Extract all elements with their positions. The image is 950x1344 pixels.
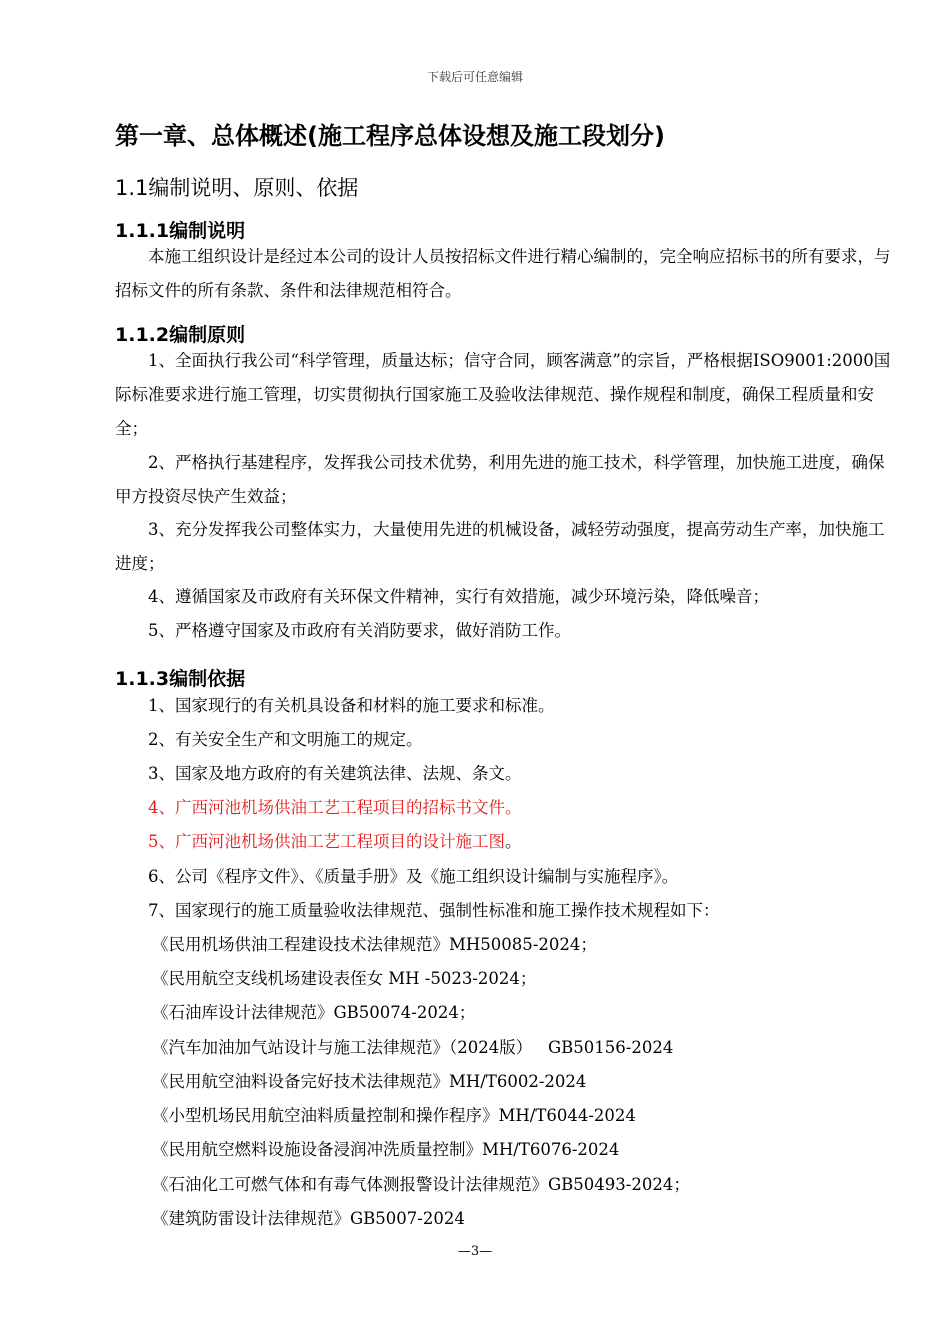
standard-item: 《建筑防雷设计法律规范》GB5007-2024 [152, 1209, 465, 1228]
standard-item: 《民用航空支线机场建设表侄女 MH -5023-2024； [152, 969, 537, 988]
chapter-title: 第一章、总体概述(施工程序总体设想及施工段划分) [115, 122, 665, 150]
principle-item-5: 5、严格遵守国家及市政府有关消防要求，做好消防工作。 [148, 621, 571, 640]
standard-item: 《汽车加油加气站设计与施工法律规范》（2024版） GB50156-2024 [152, 1038, 674, 1057]
standard-item: 《小型机场民用航空油料质量控制和操作程序》MH/T6044-2024 [152, 1106, 636, 1125]
standard-item: 《民用航空燃料设施设备浸润冲洗质量控制》MH/T6076-2024 [152, 1140, 620, 1159]
standard-item: 《石油化工可燃气体和有毒气体测报警设计法律规范》GB50493-2024； [152, 1175, 690, 1194]
page-number: —3— [457, 1244, 493, 1259]
principle-item-4: 4、遵循国家及市政府有关环保文件精神，实行有效措施，减少环境污染，降低噪音； [148, 587, 769, 606]
principle-item-3: 3、充分发挥我公司整体实力，大量使用先进的机械设备，减轻劳动强度，提高劳动生产率，加快施工进度； [115, 520, 885, 573]
header-note: 下载后可任意编辑 [426, 70, 523, 84]
basis-item-6: 6、公司《程序文件》、《质量手册》及《施工组织设计编制与实施程序》。 [148, 867, 679, 886]
basis-item-1: 1、国家现行的有关机具设备和材料的施工要求和标准。 [148, 696, 555, 715]
standard-item: 《民用机场供油工程建设技术法律规范》MH50085-2024； [152, 935, 597, 954]
basis-item-5-text: 5、广西河池机场供油工艺工程项目的设计施工图 [148, 832, 505, 851]
section-1-1-1-body: 本施工组织设计是经过本公司的设计人员按招标文件进行精心编制的，完全响应招标书的所有要求，与招标文件的所有条款、条件和法律规范相符合。 [115, 247, 891, 300]
basis-item-5 [148, 830, 893, 854]
principle-item-2: 2、严格执行基建程序，发挥我公司技术优势，利用先进的施工技术，科学管理，加快施工进度，确保甲方投资尽快产生效益； [115, 453, 885, 506]
section-1-1-title: 1.1编制说明、原则、依据 [115, 176, 359, 200]
basis-item-5-suffix: 。 [505, 832, 522, 851]
basis-item-4: 4、广西河池机场供油工艺工程项目的招标书文件。 [148, 798, 522, 817]
standard-item: 《民用航空油料设备完好技术法律规范》MH/T6002-2024 [152, 1072, 587, 1091]
basis-item-3: 3、国家及地方政府的有关建筑法律、法规、条文。 [148, 764, 522, 783]
standard-item: 《石油库设计法律规范》GB50074-2024； [152, 1003, 476, 1022]
section-1-1-3-title: 1.1.3编制依据 [115, 668, 246, 690]
basis-item-7: 7、国家现行的施工质量验收法律规范、强制性标准和施工操作技术规程如下： [148, 901, 720, 920]
section-1-1-2-title: 1.1.2编制原则 [115, 324, 246, 346]
principle-item-1: 1、全面执行我公司“科学管理，质量达标；信守合同，顾客满意”的宗旨，严格根据ISO9001:2000国际标准要求进行施工管理，切实贯彻执行国家施工及验收法律规范、操作规程和制度，确保工程质量和安全； [115, 351, 891, 438]
section-1-1-1-title: 1.1.1编制说明 [115, 220, 246, 242]
basis-item-2: 2、有关安全生产和文明施工的规定。 [148, 730, 423, 749]
